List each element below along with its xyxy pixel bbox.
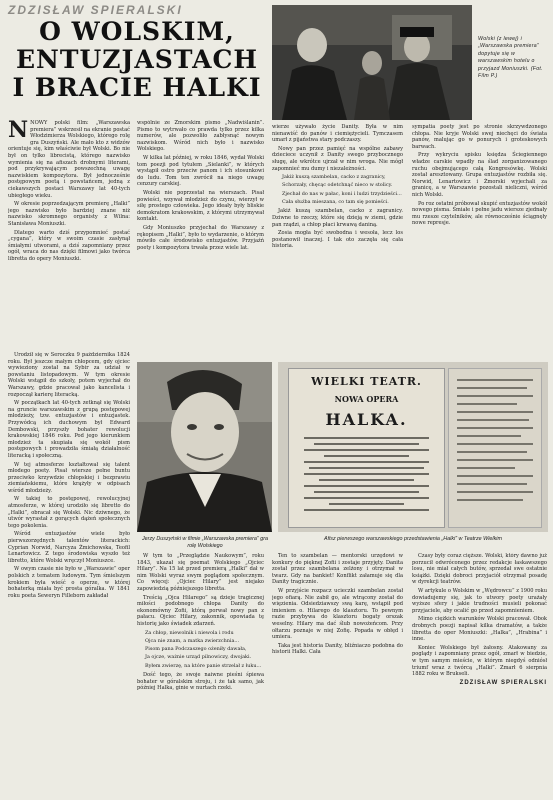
paragraph: Taka jest historia Danity, bliźniaczo podobna do historii Halki. Cała	[272, 642, 403, 656]
paragraph: Dlatego warto dziś przypomnieć postać „cygana”, który w swoim czasie zasłynął śmiałymi utworami, a dziś zapomniany przez ogół, wraca do nas dzięki filmowi jako twórca libretta do opery Moniuszki.	[8, 229, 130, 262]
column-4-top	[412, 124, 547, 360]
paragraph: W owym czasie nie było w „Warszawie” oper polskich z tematem ludowym. Tym śmielszym krokiem była wieść o operze, w której bohaterką miała być prosta góralka. W 1841 roku poeta Seweryn Filleborn zakładał	[8, 566, 130, 599]
poem-line: Pisom pana Podczaszego ożeniły dawała,	[145, 646, 247, 653]
column-2-top	[137, 120, 264, 356]
paragraph: Po roz ostatni próbował skupić entuzjastów wokół nowego pisma. Śmiałe i pełne jadu wiersze zjednały mu rzesze czytelników, ale równocześnie ściągnęły nowe represje.	[412, 200, 547, 227]
portrait-caption: Jerzy Duszyński w filmie „Warszawska premiera” gra rolę Wolskiego	[141, 536, 268, 549]
paragraph: W kilka lat później, w roku 1846, wydał Wolski tom poezji pod tytułem „Sielanki”, w których wystąpił ostro przeciw panom i ich stosunkowi do ludu. Tom ten zwrócił na niego uwagę cenzury carskiej.	[137, 154, 264, 188]
paragraph: wspólnie ze Zmorskim pismo „Nadwiślanin”. Pismo to wytrwało co prawda tylko przez kilka numerów, ale pozwoliło zabłysnąć nowym nazwiskom. Wśród nich było i nazwisko Wolskiego.	[137, 120, 264, 153]
poster-caption: Afisz pierwszego warszawskiego przedstawienia „Halki” w Teatrze Wielkim	[323, 536, 502, 542]
poster-text-lines-2	[449, 369, 541, 527]
poem-line: Zjechał do nas w pałac, koni i ludzi trzydzieści...	[282, 190, 402, 197]
paragraph: Wśród entuzjastów wiele było pierwszorzędnych talentów literackich: Cyprian Norwid, Narcyza Żmichowska, Teofil Lenartowicz. Z tego środowiska wyszło też libretto, które Wolski wręczył Moniuszce.	[8, 531, 130, 564]
intro-paragraph: NNOWY polski film: „Warszawska premiera” wskrzesił na ekranie postać Włodzimierza Wolskiego, którego rolę gra Duszyński. Ale mało kto z widzów orientuje się, kim właściwie był Wolski. Bo nie był on tylko librecistą, którego nazwisko wymienia się na afiszach drobnymi literami, pod przykrywającym powszechną uwagę nazwiskiem kompozytora. Był jednocześnie postępowym poetą i powstańcem, jedną z ciekawszych postaci Warszawy lat 40-tych ubiegłego wieku.	[8, 120, 130, 199]
poem-line: Ojca nie znam, a matka zwierzchnia...	[145, 637, 240, 644]
poem-excerpt	[145, 630, 264, 669]
paragraph: W początkach lat 40-tych zetknął się Wolski na gruncie warszawskim z grupą postępowej młodzieży, tzw. entuzjastów i entuzjastek. Przywódcą ich duchowym był Edward Dembowski, przyszły bohater rewolucji krakowskiej 1846 roku. Pod jego kierunkiem młodzież ta skupiała się wokół pism postępowych i prowadziła śmiałą działalność literacką i społeczną.	[8, 400, 130, 459]
poster-page	[288, 368, 445, 528]
paragraph: Nowy pan przez pamięć na wspólne zabawy dzieciece uczynił z Danity swego przybocznego sługę, ale wkrótce ujrzał w nim wroga. Nie mógł zapomnieć mu dumy i niezależności.	[272, 145, 403, 172]
byline: ZDZISŁAW SPIERALSKI	[8, 3, 183, 17]
title-line-2: ENTUZJASTACH	[16, 45, 258, 74]
poster-text-lines	[289, 433, 444, 523]
paragraph: sympatia poety jest po stronie skrzywdzonego chłopa. Nie kryje Wolski swej niechęci do świata panów, malując go w ponurych i groteskowych barwach.	[412, 124, 547, 150]
top-photo-caption: Wolski (z lewej) i „Warszawska premiera” dopytuje się w warszawskim hotelu o przyjazd Moniuszki. (Fot. Film P.)	[478, 36, 543, 80]
column-4-bottom	[412, 553, 547, 793]
paragraph: Dość tego, że swoje naiwne pieśni śpiewa bohater w góralskim stroju, i że tak samo, jak później Halka, ginie w nurtach rzeki.	[137, 672, 264, 692]
poster-subheading: NOWA OPERA	[334, 394, 399, 404]
poem-excerpt	[282, 174, 403, 205]
film-still-image	[272, 5, 472, 120]
poster-photo	[278, 362, 548, 532]
paragraph: Treścią „Ojca Hilarego” są dzieje tragicznej miłości podobnego chłopa Danity do ekonomówny Zofii, którą porwał nowy pan z pałacu. Ojciec Hilary, zakonnik, opowiada tę historię jako świadek zdarzeń.	[137, 594, 264, 627]
paragraph: Mimo ciężkich warunków Wolski pracował. Obok drobnych poezji napisał kilka dramatów, a także libretta do oper Moniuszki: „Halka”, „Hrabina” i inne.	[412, 616, 547, 643]
drop-cap: N	[8, 120, 29, 143]
paragraph: W artykule o Wolskim w „Wędrowcu” z 1900 roku dowiadujemy się, jak to utwory poety urażały wyższe sfery i jakie trudności musieli pokonać przyjaciele, aby ocalić go przed zapomnieniem.	[412, 587, 547, 614]
author-signature: ZDZISŁAW SPIERALSKI	[459, 679, 547, 686]
poster-page-2	[448, 368, 542, 528]
paragraph: Czasy były coraz cięższe. Wolski, który dawno już porzucił odwróconego przez redakcje łaskawszego losu, nie miał całych butów, sprzedał swe ostatnie książki. Dzięki dobroci przyjaciół otrzymał posadę w dyrekcji teatrów.	[412, 553, 547, 586]
paragraph: Zosia mogła być swobodna i wesoła, lecz los postanowił inaczej. I tak oto zaczęła się cała historia.	[272, 230, 403, 250]
portrait-image	[137, 362, 272, 532]
paragraph: W tej atmosferze kształtował się talent młodego poety. Pisał wiersze pełne buntu przeciwko krzywdzie chłopskiej i bezprawiu ziemiańskiemu, które krążyły w odpisach wśród młodzieży.	[8, 461, 130, 494]
column-3-top	[272, 124, 403, 360]
paragraph: Ten to szambelan — mentorski urzędowi w konkury do pięknej Zofii i zostaje przyjęty. Danita został przez szambelana zelżony i otrzymał w twarz. Gdy na bankiet! Konflikt załamuje się dla Danity tragicznie.	[272, 553, 403, 586]
paragraph: Urodził się w Seroczku 9 października 1824 roku. Był jeszcze małym chłopcem, gdy ojciec wywieziony został na Sybir za udział w powstaniu listopadowym. W tym okresie Wolski wstąpił do szkoły, potem wyjechał do Warszawy, gdzie pracował jako kancelista i rozpoczął karierę literacką.	[8, 352, 130, 398]
paragraph: W tym to „Przeglądzie Naukowym”, roku 1843, ukazał się poemat Wolskiego „Ojciec Hilary”. Na 15 lat przed premierą „Halki” dał w nim Wolski wyraz swym poglądom społecznym. Co więcej: „Ojciec Hilary” jest niejako zapowiedzią późniejszego libretta.	[137, 553, 264, 592]
paragraph: Jakiż kuszą szambelan, cacko z zagranicy. Dziwne to rzeczy, które się dzieją w ziemi, gdzie pan rządzi, a chłop płaci krwawą daniną.	[272, 208, 403, 228]
poster-heading: WIELKI TEATR.	[311, 375, 422, 388]
paragraph: Przy wykryciu spisku księdza Ściegiennego władze carskie wpadły na ślad zorganizowanego ruchu obejmującego całą Kongresówkę. Wolski został aresztowany. Grupa entuzjastów rozbiła się. Norwid, Lenartowicz i Żmorski wyjechali za granicę, a w Warszawie pozostali nieliczni, wśród nich Wolski.	[412, 152, 547, 198]
paragraph: W takiej to postępowej, rewolucyjnej atmosferze, w której urodziło się libretto do „Halki”, obracał się Wolski. Nic dziwnego, że utwór wyrastał z gorących dążeń społecznych tego pokolenia.	[8, 496, 130, 529]
poster-title: HALKA.	[325, 410, 408, 429]
column-1-bottom	[8, 352, 130, 792]
title-line-1: O WOLSKIM,	[39, 17, 235, 46]
paragraph: Gdy Moniuszko przyjechał do Warszawy z rękopisem „Halki”, było to wydarzenie, o którym mówiło całe środowisko entuzjastów. Przyjaźń poety i kompozytora trwała przez wiele lat.	[137, 224, 264, 251]
paragraph: W okresie poprzedzającym premierę „Halki” jego nazwisko było bardziej znane niż nazwisko skromnego organisty z Wilna: Stanisława Moniuszki.	[8, 201, 130, 227]
poem-line: Byłem zwierzę, na które panie strzelał z łuku...	[145, 662, 262, 669]
paragraph: W przyjście rozpacz ucieczki szambelan został jego ofiarą. Nie zabił go, ale wtrącony został do więzienia. Odsiedziawszy swą karę, wstąpił pod imieniem o. Hilarego do klasztoru. To pewnym razie przybywa do klasztoru bogaty orszak weselny. Hilary ma dać ślub nowożeńcom. Przy ołtarzu poznaje w niej Zofię. Popada w obłęd i umiera.	[272, 587, 403, 641]
poem-line: Za chłop, niewolnik i niewola i rodu	[145, 629, 234, 636]
poem-line: Jakiż kuszą szambelan, cacko z zagranicy,	[282, 174, 386, 181]
top-photo	[272, 5, 472, 120]
column-2-bottom	[137, 553, 264, 793]
title-line-3: I BRACIE HALKI	[12, 73, 262, 102]
column-1-top	[8, 120, 130, 346]
paragraph: wierze używało życie Danity. Była w nim nienawiść do panów i ciemiężycieli. Tymczasem umarł z pijaństwa stary podczaszy.	[272, 124, 403, 144]
paragraph: Wolski nie poprzestał na wierszach. Pisał powieści, wzywał młodzież do czynu, wierzył w siłę prostego człowieka. Jego ideały były bliskie demokratom krakowskim, z którymi utrzymywał kontakt.	[137, 189, 264, 223]
paragraph: Koniec Wolskiego był żałosny. Atakowany za poglądy i zapomniany przez ogół, zmarł w biedzie, w tym samym mieście, w którym niegdyś odniósł triumf wraz z twórcą „Halki”. Zmarł 6 sierpnia 1882 roku w Brukseli.	[412, 644, 547, 678]
column-3-bottom	[272, 553, 403, 793]
poem-line: Ja ojcze, ważnie urząd pilnowiczy, dwojaki.	[145, 654, 252, 661]
poem-line: Schorzały, chęcąc odetchnąć nieco w stolicy.	[282, 182, 393, 189]
article-title	[8, 18, 266, 102]
poem-line: Cała służba mieszana, co tam się pomieści.	[282, 199, 389, 206]
portrait-photo	[137, 362, 272, 532]
